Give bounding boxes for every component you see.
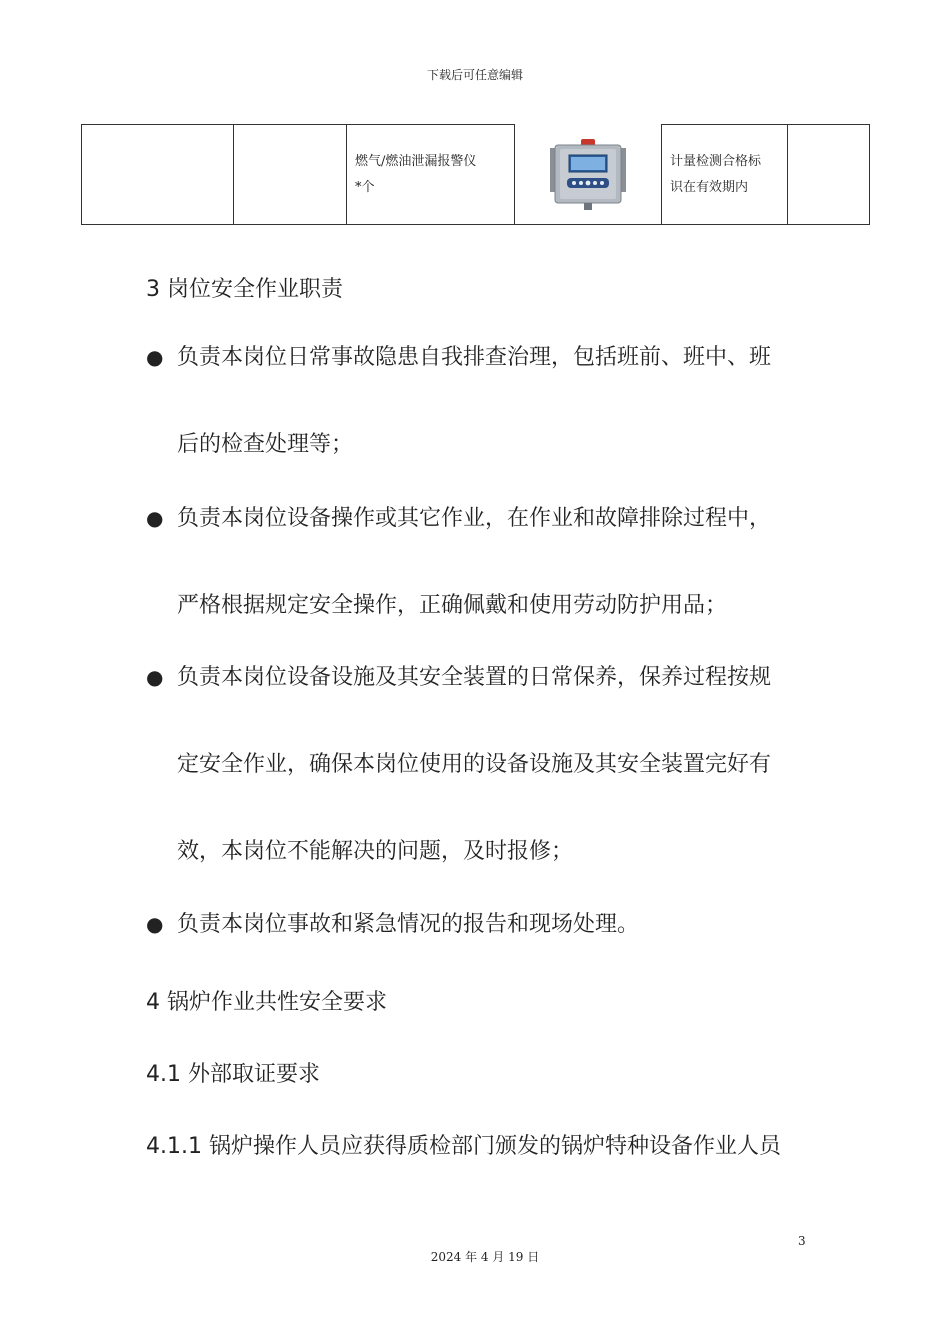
bullet-line: 负责本岗位设备操作或其它作业，在作业和故障排除过程中， xyxy=(177,506,772,531)
table-cell-empty xyxy=(788,125,870,225)
requirement-cell xyxy=(662,125,788,225)
clause-4-1-1: 4.1.1 锅炉操作人员应获得质检部门颁发的锅炉特种设备作业人员 xyxy=(146,1134,781,1159)
bullet-line: 定安全作业，确保本岗位使用的设备设施及其安全装置完好有 xyxy=(177,752,772,777)
bullet-line: 严格根据规定安全操作，正确佩戴和使用劳动防护用品； xyxy=(177,593,728,618)
bullet-line: 效，本岗位不能解决的问题，及时报修； xyxy=(177,839,574,864)
table-cell-empty xyxy=(82,125,234,225)
item-name-cell xyxy=(347,125,515,225)
page-number: 3 xyxy=(798,1234,806,1248)
table-row xyxy=(82,125,870,225)
item-name-line: 燃气/燃油泄漏报警仪 xyxy=(355,153,477,169)
section-4-1-heading: 4.1 外部取证要求 xyxy=(146,1062,320,1087)
bullet-line: 后的检查处理等； xyxy=(177,432,354,457)
gas-leak-alarm-device-icon xyxy=(548,138,628,212)
footer-date: 2024 年 4 月 19 日 xyxy=(430,1250,540,1264)
bullet-dot: ● xyxy=(146,665,164,689)
section-3-heading: 3 岗位安全作业职责 xyxy=(146,277,343,302)
bullet-line: 负责本岗位日常事故隐患自我排查治理，包括班前、班中、班 xyxy=(177,345,772,370)
page-header: 下载后可任意编辑 xyxy=(426,68,523,82)
device-image-cell xyxy=(515,125,662,225)
section-4-heading: 4 锅炉作业共性安全要求 xyxy=(146,990,387,1015)
bullet-line: 负责本岗位设备设施及其安全装置的日常保养，保养过程按规 xyxy=(177,665,772,690)
requirement-line: 识在有效期内 xyxy=(670,179,749,195)
bullet-dot: ● xyxy=(146,345,164,369)
bullet-dot: ● xyxy=(146,912,164,936)
bullet-dot: ● xyxy=(146,506,164,530)
item-quantity-line: *个 xyxy=(355,179,375,195)
equipment-table xyxy=(81,124,870,225)
table-cell-empty xyxy=(234,125,347,225)
requirement-line: 计量检测合格标 xyxy=(670,153,762,169)
bullet-line: 负责本岗位事故和紧急情况的报告和现场处理。 xyxy=(177,912,640,937)
